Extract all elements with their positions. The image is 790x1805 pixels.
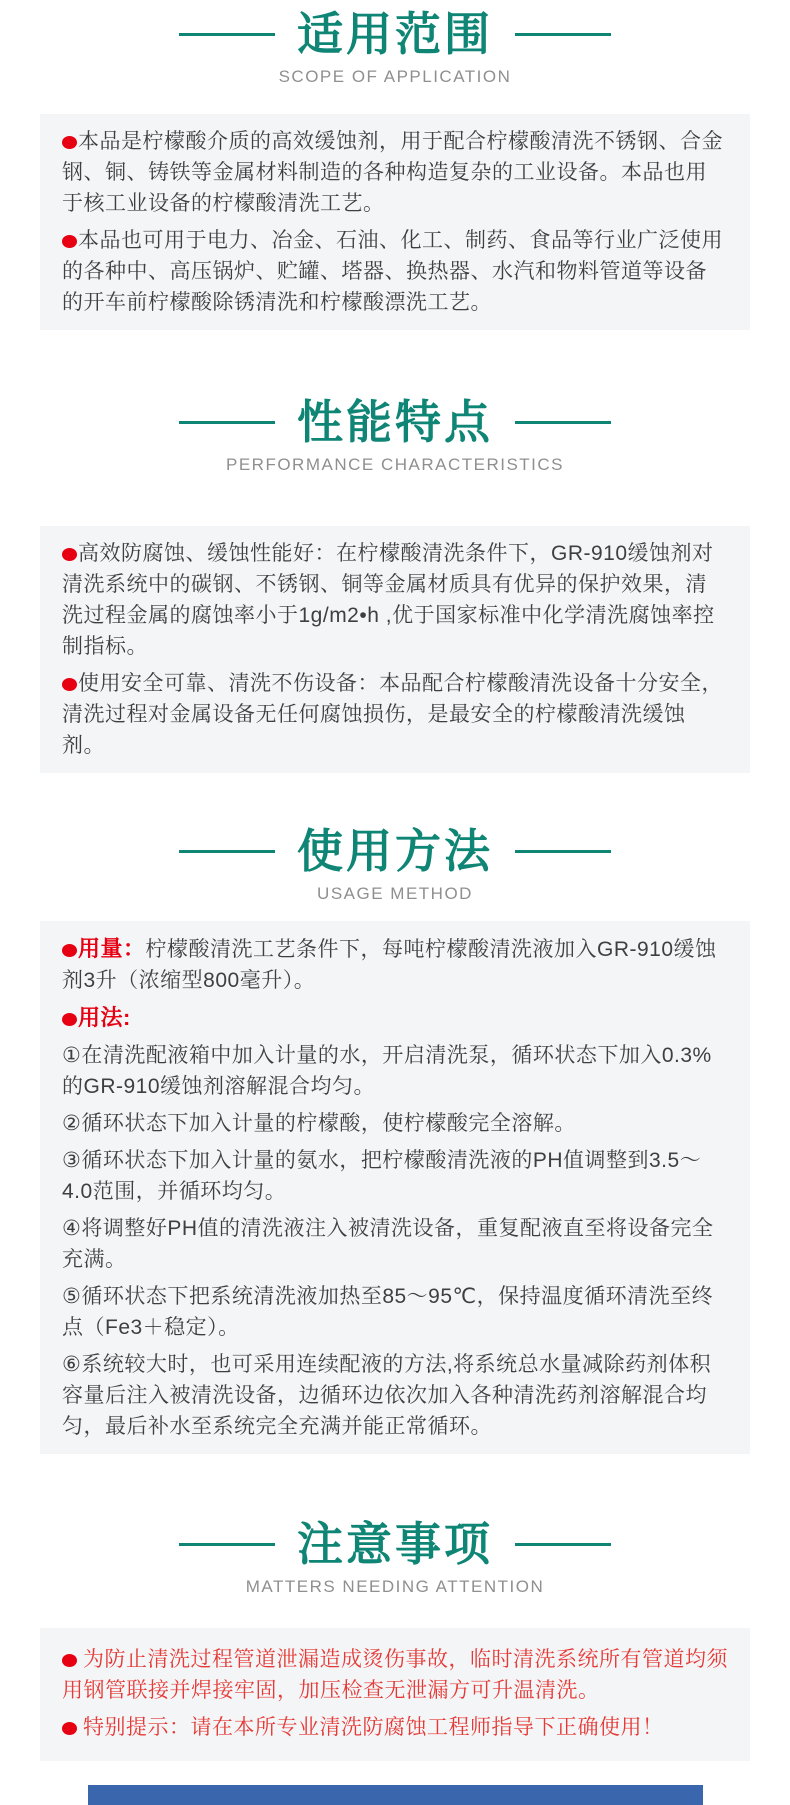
usage-step <box>62 1213 728 1275</box>
step-text: ②循环状态下加入计量的柠檬酸，使柠檬酸完全溶解。 <box>62 1112 576 1135</box>
title-rule-right <box>515 1543 611 1546</box>
red-bullet-icon <box>62 1013 77 1026</box>
usage-step <box>62 1145 728 1207</box>
red-bullet-icon <box>62 548 77 561</box>
performance-title-row <box>0 394 790 450</box>
scope-paragraph <box>62 126 728 219</box>
dosage-text: 柠檬酸清洗工艺条件下，每吨柠檬酸清洗液加入GR-910缓蚀剂3升（浓缩型800毫升）。 <box>62 938 717 992</box>
step-text: ④将调整好PH值的清洗液注入被清洗设备，重复配液直至将设备完全充满。 <box>62 1217 714 1271</box>
section-header-attention <box>0 1516 790 1598</box>
step-text: ①在清洗配液箱中加入计量的水，开启清洗泵，循环状态下加入0.3%的GR-910缓蚀剂溶解混合均匀。 <box>62 1044 712 1098</box>
step-text: ⑥系统较大时，也可采用连续配液的方法,将系统总水量减除药剂体积容量后注入被清洗设备，边循环边依次加入各种清洗药剂溶解混合均匀，最后补水至系统完全充满并能正常循环。 <box>62 1353 712 1438</box>
usage-subtitle: USAGE METHOD <box>317 884 473 903</box>
attention-content-box <box>40 1628 750 1761</box>
red-bullet-icon <box>62 1654 77 1667</box>
usage-title-row <box>0 823 790 879</box>
section-header-performance <box>0 394 790 476</box>
scope-content-box <box>40 114 750 330</box>
scope-subtitle: SCOPE OF APPLICATION <box>278 67 512 86</box>
title-rule-right <box>515 421 611 424</box>
attention-title: 注意事项 <box>297 1518 493 1570</box>
usage-dosage <box>62 933 728 996</box>
section-header-usage <box>0 823 790 905</box>
red-bullet-icon <box>62 678 77 691</box>
paragraph-text: 高效防腐蚀、缓蚀性能好：在柠檬酸清洗条件下，GR-910缓蚀剂对清洗系统中的碳钢、不锈钢、铜等金属材质具有优异的保护效果，清洗过程金属的腐蚀率小于1g/m2•h ,优于国家标准中化学清洗腐蚀率控制指标。 <box>62 542 715 658</box>
usage-step <box>62 1108 728 1139</box>
title-rule-left <box>179 33 275 36</box>
dosage-label: 用量： <box>78 936 146 961</box>
step-text: ③循环状态下加入计量的氨水，把柠檬酸清洗液的PH值调整到3.5～4.0范围，并循环均匀。 <box>62 1149 702 1203</box>
scope-title-row <box>0 6 790 62</box>
warning-paragraph <box>62 1644 728 1706</box>
performance-paragraph <box>62 538 728 662</box>
warning-text: 特别提示：请在本所专业清洗防腐蚀工程师指导下正确使用！ <box>83 1716 664 1739</box>
footer-blue-bar <box>88 1785 703 1805</box>
title-rule-right <box>515 850 611 853</box>
usage-step <box>62 1349 728 1442</box>
red-bullet-icon <box>62 136 77 149</box>
red-bullet-icon <box>62 944 77 957</box>
usage-step <box>62 1281 728 1343</box>
performance-paragraph <box>62 668 728 761</box>
section-header-scope <box>0 0 790 88</box>
red-bullet-icon <box>62 235 77 248</box>
title-rule-left <box>179 850 275 853</box>
usage-step <box>62 1040 728 1102</box>
title-rule-left <box>179 421 275 424</box>
paragraph-text: 本品也可用于电力、冶金、石油、化工、制药、食品等行业广泛使用的各种中、高压锅炉、贮罐、塔器、换热器、水汽和物料管道等设备的开车前柠檬酸除锈清洗和柠檬酸漂洗工艺。 <box>62 229 723 314</box>
attention-title-row <box>0 1516 790 1572</box>
performance-content-box <box>40 526 750 773</box>
method-label: 用法: <box>78 1005 131 1030</box>
scope-paragraph <box>62 225 728 318</box>
warning-text: 为防止清洗过程管道泄漏造成烫伤事故，临时清洗系统所有管道均须用钢管联接并焊接牢固，加压检查无泄漏方可升温清洗。 <box>62 1648 728 1702</box>
warning-paragraph <box>62 1712 728 1743</box>
title-rule-right <box>515 33 611 36</box>
performance-subtitle: PERFORMANCE CHARACTERISTICS <box>225 455 565 474</box>
red-bullet-icon <box>62 1722 77 1735</box>
title-rule-left <box>179 1543 275 1546</box>
performance-title: 性能特点 <box>297 396 493 448</box>
usage-method-label-row <box>62 1002 728 1034</box>
paragraph-text: 使用安全可靠、清洗不伤设备：本品配合柠檬酸清洗设备十分安全，清洗过程对金属设备无任何腐蚀损伤，是最安全的柠檬酸清洗缓蚀剂。 <box>62 672 723 757</box>
paragraph-text: 本品是柠檬酸介质的高效缓蚀剂，用于配合柠檬酸清洗不锈钢、合金钢、铜、铸铁等金属材料制造的各种构造复杂的工业设备。本品也用于核工业设备的柠檬酸清洗工艺。 <box>62 130 723 215</box>
step-text: ⑤循环状态下把系统清洗液加热至85～95℃，保持温度循环清洗至终点（Fe3＋稳定）。 <box>62 1285 714 1339</box>
usage-title: 使用方法 <box>297 825 493 877</box>
attention-subtitle: MATTERS NEEDING ATTENTION <box>245 1577 545 1596</box>
usage-content-box <box>40 921 750 1454</box>
scope-title: 适用范围 <box>297 8 493 60</box>
